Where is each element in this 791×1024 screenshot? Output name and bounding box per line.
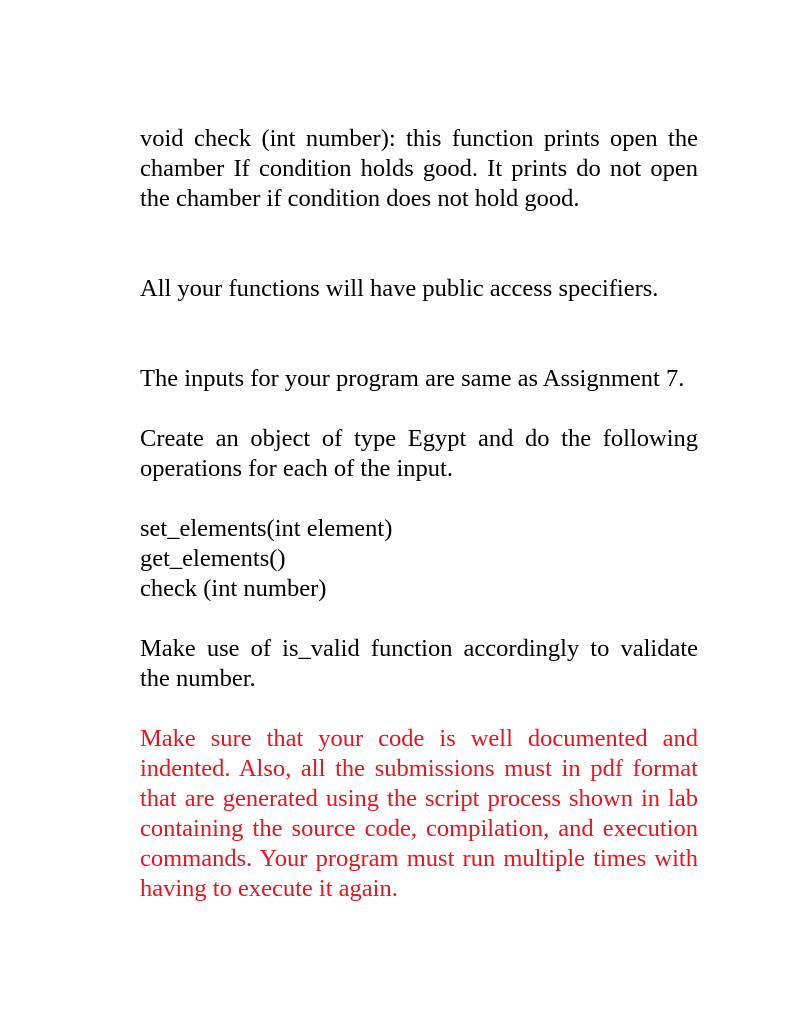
operations-list xyxy=(140,514,698,604)
spacer xyxy=(140,304,698,364)
inputs-note: The inputs for your program are same as Assignment 7. xyxy=(140,365,685,392)
spacer xyxy=(140,214,698,274)
operation-get-elements: get_elements() xyxy=(140,545,286,572)
is-valid-instruction: Make use of is_valid function accordingly to validate the number. xyxy=(140,635,698,692)
create-object-instruction: Create an object of type Egypt and do the following operations for each of the input. xyxy=(140,425,698,482)
check-function-description: void check (int number): this function prints open the chamber If condition holds good. It prints do not open the chamber if condition does not hold good. xyxy=(140,125,698,212)
operation-check: check (int number) xyxy=(140,575,327,602)
spacer xyxy=(140,694,698,724)
document-page xyxy=(140,124,698,904)
public-access-note: All your functions will have public access specifiers. xyxy=(140,275,659,302)
spacer xyxy=(140,484,698,514)
spacer xyxy=(140,394,698,424)
spacer xyxy=(140,604,698,634)
operation-set-elements: set_elements(int element) xyxy=(140,515,393,542)
submission-warning: Make sure that your code is well documented and indented. Also, all the submissions must in pdf format that are generated using the script process shown in lab containing the source code, compilation, and execution commands. Your program must run multiple times with having to execute it again. xyxy=(140,725,698,902)
